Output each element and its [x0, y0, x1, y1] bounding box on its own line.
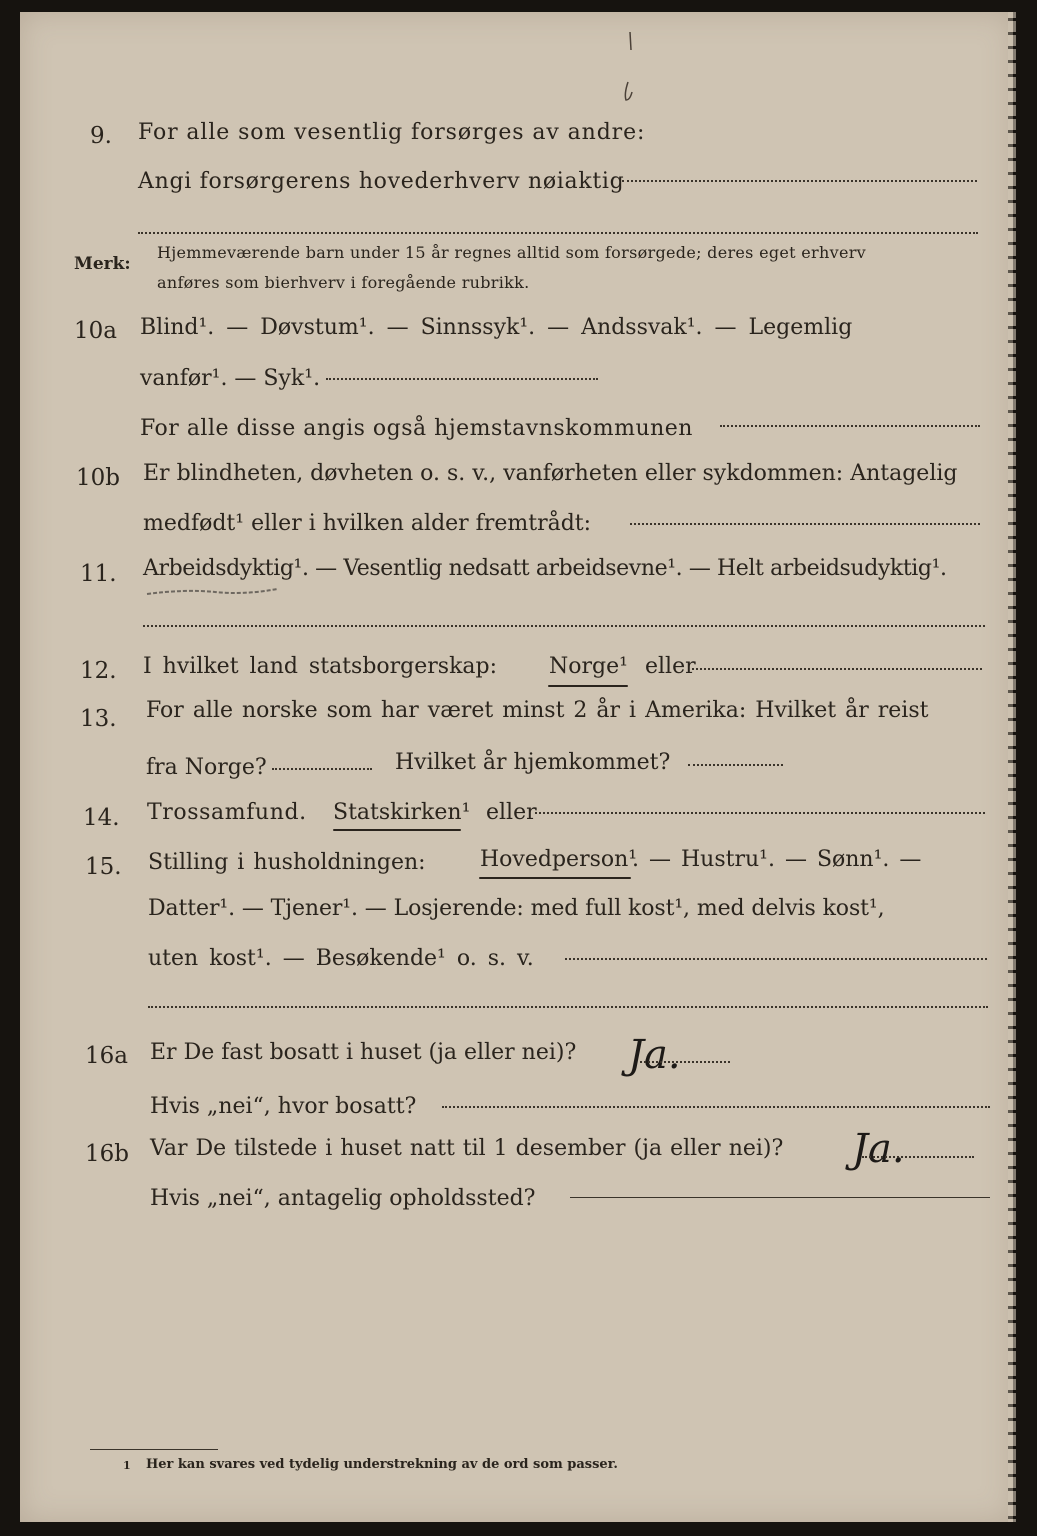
q10b-line1: Er blindheten, døvheten o. s. v., vanførheten eller sykdommen: Antagelig: [143, 461, 958, 486]
q11-number: 11.: [80, 561, 117, 587]
q11-pencil-underline: [145, 584, 280, 598]
q9-line1: For alle som vesentlig forsørges av andre:: [138, 120, 646, 145]
q9-answer-line-1[interactable]: [622, 180, 977, 182]
q15-number: 15.: [85, 854, 122, 880]
q16a-line2: Hvis „nei“, hvor bosatt?: [150, 1094, 417, 1119]
footnote-rule: [90, 1449, 218, 1450]
q10b-number: 10b: [76, 465, 120, 491]
merk-line2: anføres som bierhverv i foregående rubrikk.: [157, 273, 530, 292]
q12-option-norge[interactable]: Norge¹: [549, 654, 628, 679]
q10a-line3: For alle disse angis også hjemstavnskommunen: [140, 416, 693, 441]
q10a-number: 10a: [74, 318, 117, 344]
q15-line1a: Stilling i husholdningen:: [148, 850, 426, 875]
q15-answer-line-2[interactable]: [148, 1006, 988, 1008]
q9-answer-line-2[interactable]: [138, 232, 978, 234]
q13-answer-line-reist[interactable]: [272, 768, 372, 770]
q10b-line2: medfødt¹ eller i hvilken alder fremtrådt:: [143, 511, 592, 536]
q12-number: 12.: [80, 658, 117, 684]
q14-prefix: Trossamfund.: [147, 800, 307, 825]
q10a-answer-line-2[interactable]: [720, 425, 980, 427]
q12-prefix: I hvilket land statsborgerskap:: [143, 654, 498, 679]
footnote-text: Her kan svares ved tydelig understrekning av de ord som passer.: [146, 1457, 618, 1472]
q14-option-statskirken[interactable]: Statskirken¹: [333, 800, 471, 825]
q11-answer-line[interactable]: [143, 625, 985, 627]
q10a-line1: Blind¹. — Døvstum¹. — Sinnssyk¹. — Andssvak¹. — Legemlig: [140, 315, 853, 340]
q12-answer-line[interactable]: [692, 668, 982, 670]
q16a-bosatt-line[interactable]: [442, 1106, 990, 1108]
q15-option-hovedperson[interactable]: Hovedperson¹: [480, 847, 638, 872]
pencil-mark: [606, 30, 636, 105]
q14-number: 14.: [83, 805, 120, 831]
q10b-answer-line[interactable]: [630, 523, 980, 525]
merk-label: Merk:: [74, 254, 131, 274]
q14-answer-line[interactable]: [535, 812, 985, 814]
q16b-handwritten-answer[interactable]: Ja.: [852, 1126, 905, 1172]
q11-line1: Arbeidsdyktig¹. — Vesentlig nedsatt arbeidsevne¹. — Helt arbeidsudyktig¹.: [143, 556, 947, 581]
q16b-opholdssted-line[interactable]: [570, 1197, 990, 1198]
q16a-handwritten-answer[interactable]: Ja.: [628, 1032, 681, 1078]
q16a-number: 16a: [85, 1043, 128, 1069]
q10a-line2: vanfør¹. — Syk¹.: [140, 366, 321, 391]
q15-line3: uten kost¹. — Besøkende¹ o. s. v.: [148, 946, 534, 971]
q15-line1c: . — Hustru¹. — Sønn¹. —: [632, 847, 922, 872]
q16a-line1: Er De fast bosatt i huset (ja eller nei)?: [150, 1040, 577, 1065]
q10a-answer-line-1[interactable]: [326, 378, 598, 380]
q13-number: 13.: [80, 706, 117, 732]
q12-suffix: eller: [645, 654, 696, 679]
q15-hovedperson-underline: [479, 877, 631, 879]
q16a-answer-line[interactable]: [640, 1061, 730, 1063]
q9-line2: Angi forsørgerens hovederhverv nøiaktig: [138, 169, 625, 194]
q16b-line1: Var De tilstede i huset natt til 1 desember (ja eller nei)?: [150, 1136, 784, 1161]
q13-line2b: Hvilket år hjemkommet?: [395, 750, 671, 775]
footnote-mark: 1: [123, 1459, 131, 1472]
q14-statskirken-underline: [333, 829, 461, 831]
q16b-answer-line[interactable]: [862, 1156, 974, 1158]
q13-line1: For alle norske som har været minst 2 år i Amerika: Hvilket år reist: [146, 698, 929, 723]
q16b-number: 16b: [85, 1141, 129, 1167]
q15-line2: Datter¹. — Tjener¹. — Losjerende: med full kost¹, med delvis kost¹,: [148, 896, 885, 921]
q13-line2a: fra Norge?: [146, 755, 267, 780]
q16b-line2: Hvis „nei“, antagelig opholdssted?: [150, 1186, 536, 1211]
q15-answer-line-1[interactable]: [565, 958, 987, 960]
q9-number: 9.: [90, 123, 112, 149]
q14-suffix: eller: [486, 800, 537, 825]
q12-norge-underline: [548, 685, 628, 687]
merk-line1: Hjemmeværende barn under 15 år regnes alltid som forsørgede; deres eget erhverv: [157, 243, 866, 262]
q13-answer-line-hjemkommet[interactable]: [688, 764, 783, 766]
